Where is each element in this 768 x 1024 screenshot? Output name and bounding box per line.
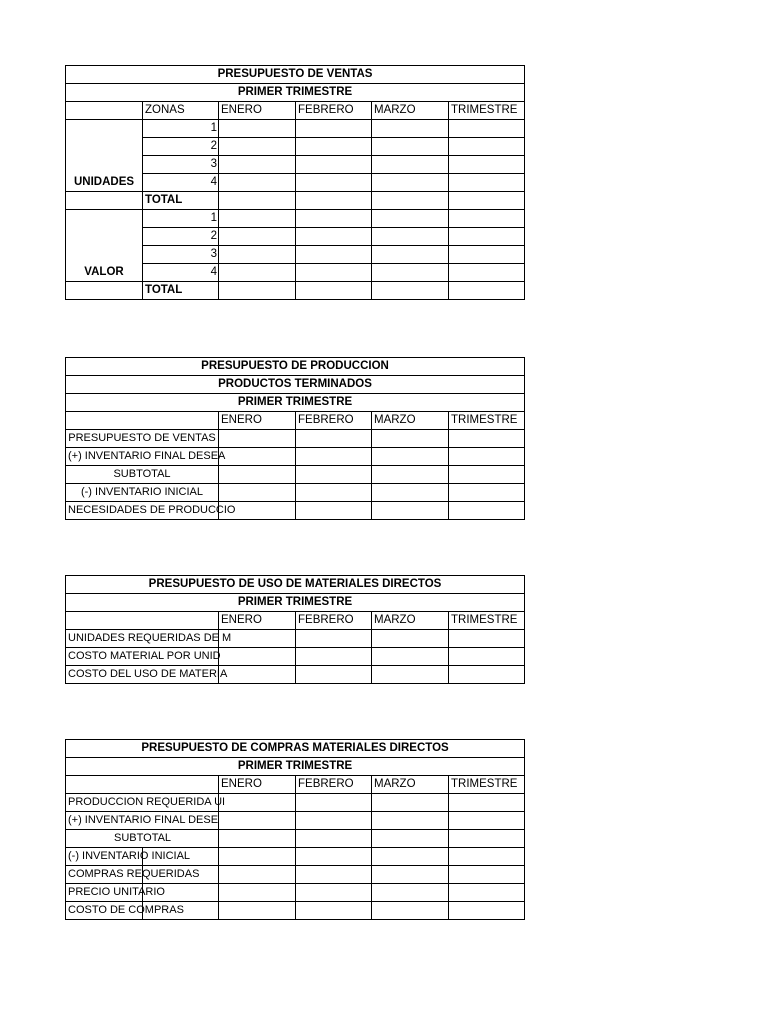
cell[interactable]	[296, 138, 372, 156]
zone-number: 3	[143, 246, 219, 264]
cell[interactable]	[449, 228, 525, 246]
cell[interactable]	[449, 192, 525, 210]
month-header: FEBRERO	[296, 412, 372, 430]
row-label: COSTO DE COMPRAS	[66, 902, 143, 920]
cell[interactable]	[296, 174, 372, 192]
cell[interactable]	[372, 884, 449, 902]
month-header: FEBRERO	[296, 102, 372, 120]
cell[interactable]	[296, 466, 372, 484]
cell[interactable]	[296, 484, 372, 502]
cell[interactable]	[219, 484, 296, 502]
cell[interactable]	[296, 192, 372, 210]
cell[interactable]	[66, 282, 143, 300]
cell[interactable]	[449, 120, 525, 138]
cell[interactable]	[372, 174, 449, 192]
row-label: COSTO DEL USO DE MATERIA	[66, 666, 219, 684]
row-label: PRODUCCION REQUERIDA UI	[66, 794, 219, 812]
ventas-table	[65, 65, 525, 300]
month-header: FEBRERO	[296, 612, 372, 630]
zonas-header: ZONAS	[143, 102, 219, 120]
cell[interactable]	[219, 156, 296, 174]
cell[interactable]	[219, 902, 296, 920]
cell[interactable]	[372, 502, 449, 520]
cell[interactable]	[66, 776, 219, 794]
cell[interactable]	[372, 448, 449, 466]
cell[interactable]	[219, 282, 296, 300]
zone-number: 1	[143, 210, 219, 228]
cell[interactable]	[372, 282, 449, 300]
cell[interactable]	[296, 648, 372, 666]
row-label: (-) INVENTARIO INICIAL	[66, 484, 219, 502]
cell[interactable]	[449, 264, 525, 282]
cell[interactable]	[372, 264, 449, 282]
cell[interactable]	[219, 264, 296, 282]
cell[interactable]	[372, 192, 449, 210]
month-header: ENERO	[219, 776, 296, 794]
month-header: ENERO	[219, 102, 296, 120]
cell[interactable]	[219, 648, 296, 666]
cell[interactable]	[219, 448, 296, 466]
zone-number: 4	[143, 174, 219, 192]
ventas-title: PRESUPUESTO DE VENTAS	[66, 66, 525, 84]
zone-number: 2	[143, 138, 219, 156]
cell[interactable]	[296, 830, 372, 848]
row-label: SUBTOTAL	[66, 830, 219, 848]
cell[interactable]	[219, 884, 296, 902]
cell[interactable]	[219, 210, 296, 228]
cell[interactable]	[219, 812, 296, 830]
total-label: TOTAL	[143, 282, 219, 300]
cell[interactable]	[66, 412, 219, 430]
cell[interactable]	[449, 156, 525, 174]
cell[interactable]	[449, 484, 525, 502]
cell[interactable]	[372, 794, 449, 812]
row-label: SUBTOTAL	[66, 466, 219, 484]
cell[interactable]	[296, 228, 372, 246]
month-header: ENERO	[219, 412, 296, 430]
row-label: (-) INVENTARIO INICIAL	[66, 848, 143, 866]
materiales-table	[65, 575, 525, 684]
cell[interactable]	[372, 630, 449, 648]
cell[interactable]	[296, 210, 372, 228]
cell[interactable]	[449, 902, 525, 920]
cell[interactable]	[449, 138, 525, 156]
cell[interactable]	[296, 866, 372, 884]
cell[interactable]	[449, 174, 525, 192]
cell[interactable]	[449, 282, 525, 300]
produccion-period: PRIMER TRIMESTRE	[66, 394, 525, 412]
cell[interactable]	[372, 812, 449, 830]
cell[interactable]	[219, 138, 296, 156]
cell[interactable]	[219, 848, 296, 866]
cell[interactable]	[372, 228, 449, 246]
cell[interactable]	[219, 174, 296, 192]
month-header: TRIMESTRE	[449, 776, 525, 794]
cell[interactable]	[372, 120, 449, 138]
month-header: ENERO	[219, 612, 296, 630]
cell[interactable]	[219, 466, 296, 484]
cell[interactable]	[449, 246, 525, 264]
cell[interactable]	[449, 666, 525, 684]
cell[interactable]	[296, 156, 372, 174]
cell[interactable]	[449, 210, 525, 228]
cell[interactable]	[449, 884, 525, 902]
cell[interactable]	[372, 830, 449, 848]
unidades-label: UNIDADES	[66, 120, 143, 192]
cell[interactable]	[372, 156, 449, 174]
cell[interactable]	[296, 794, 372, 812]
cell[interactable]	[296, 430, 372, 448]
ventas-subtitle: PRIMER TRIMESTRE	[66, 84, 525, 102]
cell[interactable]	[296, 884, 372, 902]
cell[interactable]	[372, 902, 449, 920]
month-header: FEBRERO	[296, 776, 372, 794]
cell[interactable]	[372, 210, 449, 228]
compras-period: PRIMER TRIMESTRE	[66, 758, 525, 776]
compras-table	[65, 739, 525, 920]
cell[interactable]	[372, 430, 449, 448]
month-header: MARZO	[372, 776, 449, 794]
cell[interactable]	[219, 120, 296, 138]
zone-number: 2	[143, 228, 219, 246]
month-header: TRIMESTRE	[449, 612, 525, 630]
cell[interactable]	[372, 484, 449, 502]
row-label: PRECIO UNITARIO	[66, 884, 143, 902]
cell[interactable]	[372, 866, 449, 884]
month-header: MARZO	[372, 412, 449, 430]
produccion-title: PRESUPUESTO DE PRODUCCION	[66, 358, 525, 376]
cell[interactable]	[296, 264, 372, 282]
cell[interactable]	[296, 246, 372, 264]
cell[interactable]	[449, 794, 525, 812]
cell[interactable]	[296, 448, 372, 466]
cell[interactable]	[219, 228, 296, 246]
row-label: COMPRAS REQUERIDAS	[66, 866, 143, 884]
produccion-table	[65, 357, 525, 520]
cell[interactable]	[449, 466, 525, 484]
cell[interactable]	[219, 866, 296, 884]
cell[interactable]	[66, 192, 143, 210]
month-header: TRIMESTRE	[449, 412, 525, 430]
cell[interactable]	[449, 812, 525, 830]
cell[interactable]	[219, 830, 296, 848]
cell[interactable]	[372, 138, 449, 156]
produccion-subtitle: PRODUCTOS TERMINADOS	[66, 376, 525, 394]
total-label: TOTAL	[143, 192, 219, 210]
cell[interactable]	[296, 282, 372, 300]
cell[interactable]	[449, 830, 525, 848]
cell[interactable]	[66, 612, 219, 630]
cell[interactable]	[296, 812, 372, 830]
cell[interactable]	[449, 848, 525, 866]
cell[interactable]	[219, 794, 296, 812]
cell[interactable]	[449, 430, 525, 448]
cell[interactable]	[66, 102, 143, 120]
materiales-title: PRESUPUESTO DE USO DE MATERIALES DIRECTOS	[66, 576, 525, 594]
cell[interactable]	[449, 630, 525, 648]
cell[interactable]	[296, 848, 372, 866]
cell[interactable]	[219, 192, 296, 210]
zone-number: 3	[143, 156, 219, 174]
row-label: PRESUPUESTO DE VENTAS	[66, 430, 219, 448]
cell[interactable]	[449, 648, 525, 666]
cell[interactable]	[372, 848, 449, 866]
month-header: MARZO	[372, 612, 449, 630]
cell[interactable]	[449, 448, 525, 466]
zone-number: 4	[143, 264, 219, 282]
cell[interactable]	[219, 246, 296, 264]
row-label: (+) INVENTARIO FINAL DESE	[66, 812, 219, 830]
cell[interactable]	[372, 666, 449, 684]
cell[interactable]	[372, 648, 449, 666]
row-label: (+) INVENTARIO FINAL DESEA	[66, 448, 219, 466]
row-label: COSTO MATERIAL POR UNID	[66, 648, 219, 666]
cell[interactable]	[219, 430, 296, 448]
materiales-period: PRIMER TRIMESTRE	[66, 594, 525, 612]
month-header: TRIMESTRE	[449, 102, 525, 120]
cell[interactable]	[372, 246, 449, 264]
cell[interactable]	[296, 666, 372, 684]
cell[interactable]	[296, 902, 372, 920]
cell[interactable]	[449, 502, 525, 520]
valor-label: VALOR	[66, 210, 143, 282]
compras-title: PRESUPUESTO DE COMPRAS MATERIALES DIRECTOS	[66, 740, 525, 758]
cell[interactable]	[296, 630, 372, 648]
cell[interactable]	[219, 666, 296, 684]
cell[interactable]	[372, 466, 449, 484]
cell[interactable]	[296, 502, 372, 520]
cell[interactable]	[449, 866, 525, 884]
row-label: UNIDADES REQUERIDAS DE M	[66, 630, 219, 648]
zone-number: 1	[143, 120, 219, 138]
month-header: MARZO	[372, 102, 449, 120]
row-label: NECESIDADES DE PRODUCCIO	[66, 502, 219, 520]
cell[interactable]	[296, 120, 372, 138]
